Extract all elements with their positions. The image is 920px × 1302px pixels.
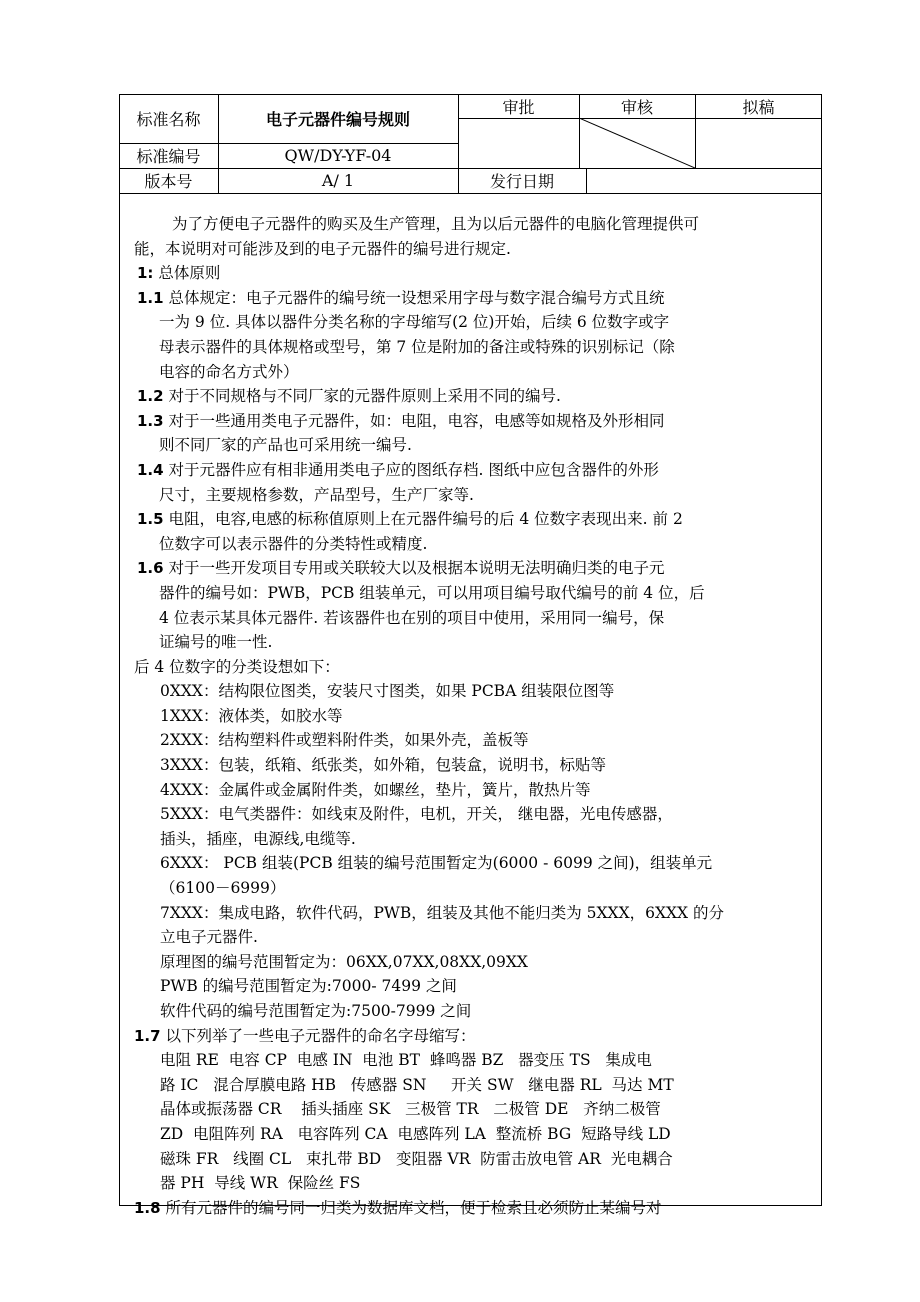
standard-no-value: QW/DY-YF-04 bbox=[284, 146, 392, 165]
draft-label: 拟稿 bbox=[742, 97, 775, 117]
category-1: 1XXX：液体类，如胶水等 bbox=[160, 706, 343, 725]
category-0: 0XXX：结构限位图类，安装尺寸图类，如果 PCBA 组装限位图等 bbox=[160, 682, 615, 701]
section-1-6-line-3: 4 位表示某具体元器件. 若该器件也在别的项目中使用，采用同一编号，保 bbox=[159, 608, 665, 627]
section-1-1-line-4: 电容的命名方式外） bbox=[159, 362, 299, 381]
section-1-2-line-1: 对于不同规格与不同厂家的元器件原则上采用不同的编号. bbox=[168, 387, 561, 406]
review-label: 审核 bbox=[620, 97, 653, 117]
category-6-line-2: （6100－6999） bbox=[160, 879, 286, 898]
section-1-6 bbox=[134, 556, 804, 581]
version-label: 版本号 bbox=[144, 172, 193, 191]
abbr-line-3: 晶体或振荡器 CR 插头插座 SK 三极管 TR 二极管 DE 齐纳二极管 bbox=[160, 1100, 661, 1119]
section-1-4-line-1: 对于元器件应有相非通用类电子应的图纸存档. 图纸中应包含器件的外形 bbox=[168, 460, 659, 479]
intro-line-1: 为了方便电子元器件的购买及生产管理，且为以后元器件的电脑化管理提供可 bbox=[172, 215, 700, 233]
section-1-5-line-1: 电阻，电容,电感的标称值原则上在元器件编号的后 4 位数字表现出来. 前 2 bbox=[168, 510, 683, 529]
section-1-3-line-2: 则不同厂家的产品也可采用统一编号. bbox=[159, 436, 412, 455]
abbr-line-1: 电阻 RE 电容 CP 电感 IN 电池 BT 蜂鸣器 BZ 器变压 TS 集成电 bbox=[160, 1051, 652, 1070]
section-1-1-line-3: 母表示器件的具体规格或型号，第 7 位是附加的备注或特殊的识别标记（除 bbox=[159, 337, 675, 356]
review-diagonal bbox=[579, 118, 695, 168]
section-1-7-number: 1.7 bbox=[134, 1026, 161, 1045]
approve-label: 审批 bbox=[502, 97, 535, 117]
standard-name-value: 电子元器件编号规则 bbox=[265, 110, 410, 129]
abbr-line-6: 器 PH 导线 WR 保险丝 FS bbox=[160, 1174, 361, 1193]
section-1-8 bbox=[134, 1196, 804, 1221]
version-value: A/ 1 bbox=[321, 171, 355, 190]
category-7-line-2: 立电子元器件. bbox=[160, 928, 258, 947]
section-1-6-line-2: 器件的编号如：PWB，PCB 组装单元，可以用项目编号取代编号的前 4 位，后 bbox=[159, 583, 705, 602]
section-1-1-line-2: 一为 9 位. 具体以器件分类名称的字母缩写(2 位)开始，后续 6 位数字或字 bbox=[159, 313, 670, 332]
range-software: 软件代码的编号范围暂定为:7500-7999 之间 bbox=[160, 1002, 472, 1020]
section-1-8-line-1: 所有元器件的编号同一归类为数据库文档，便于检索且必须防止某编号对 bbox=[165, 1198, 662, 1217]
section-1-5-line-2: 位数字可以表示器件的分类特性或精度. bbox=[159, 534, 428, 553]
category-4: 4XXX：金属件或金属附件类，如螺丝，垫片，簧片，散热片等 bbox=[160, 780, 591, 799]
document-body bbox=[134, 212, 804, 1220]
category-7-line-1: 7XXX：集成电路，软件代码，PWB，组装及其他不能归类为 5XXX，6XXX 的分 bbox=[160, 903, 725, 922]
category-6-line-1: 6XXX： PCB 组装(PCB 组装的编号范围暂定为(6000 - 6099 之间)，组装单元 bbox=[160, 854, 713, 873]
category-5-line-2: 插头，插座，电源线,电缆等. bbox=[160, 829, 356, 848]
section-1-2 bbox=[134, 384, 804, 409]
section-1-1-line-1: 总体规定：电子元器件的编号统一设想采用字母与数字混合编号方式且统 bbox=[168, 288, 665, 307]
section-1-2-number: 1.2 bbox=[137, 387, 164, 406]
section-1-heading bbox=[134, 261, 804, 286]
section-1-1 bbox=[134, 286, 804, 311]
section-1-6-line-4: 证编号的唯一性. bbox=[159, 633, 273, 652]
section-1-5-number: 1.5 bbox=[137, 510, 164, 529]
category-3: 3XXX：包装，纸箱、纸张类，如外箱，包装盒，说明书，标贴等 bbox=[160, 756, 606, 775]
section-1-4-number: 1.4 bbox=[137, 460, 164, 479]
section-1-3 bbox=[134, 409, 804, 434]
range-schematic: 原理图的编号范围暂定为：06XX,07XX,08XX,09XX bbox=[160, 952, 528, 971]
category-2: 2XXX：结构塑料件或塑料附件类，如果外壳，盖板等 bbox=[160, 731, 529, 750]
category-title: 后 4 位数字的分类设想如下： bbox=[134, 657, 340, 676]
section-1-title: 总体原则 bbox=[158, 264, 221, 283]
header-line-4 bbox=[119, 193, 822, 194]
section-1-3-number: 1.3 bbox=[137, 411, 164, 430]
section-1-8-number: 1.8 bbox=[134, 1198, 161, 1217]
abbr-line-2: 路 IC 混合厚膜电路 HB 传感器 SN 开关 SW 继电器 RL 马达 MT bbox=[160, 1075, 674, 1094]
abbr-line-5: 磁珠 FR 线圈 CL 束扎带 BD 变阻器 VR 防雷击放电管 AR 光电耦合 bbox=[160, 1149, 673, 1168]
intro-line-2: 能，本说明对可能涉及到的电子元器件的编号进行规定. bbox=[134, 239, 511, 258]
header-col-5 bbox=[586, 168, 587, 193]
abbr-line-4: ZD 电阻阵列 RA 电容阵列 CA 电感阵列 LA 整流桥 BG 短路导线 LD bbox=[160, 1124, 671, 1143]
section-1-7-line-1: 以下列举了一些电子元器件的命名字母缩写： bbox=[165, 1026, 476, 1045]
standard-name-label: 标准名称 bbox=[136, 110, 201, 129]
section-1-4-line-2: 尺寸，主要规格参数，产品型号，生产厂家等. bbox=[159, 485, 474, 504]
section-1-1-number: 1.1 bbox=[137, 288, 164, 307]
range-pwb: PWB 的编号范围暂定为:7000- 7499 之间 bbox=[160, 977, 457, 996]
category-5-line-1: 5XXX：电气类器件：如线束及附件，电机，开关， 继电器，光电传感器， bbox=[160, 805, 673, 824]
standard-no-label: 标准编号 bbox=[136, 147, 201, 166]
issue-date-label: 发行日期 bbox=[489, 172, 554, 191]
section-1-number: 1: bbox=[137, 264, 154, 283]
section-1-5 bbox=[134, 507, 804, 532]
section-1-6-line-1: 对于一些开发项目专用或关联较大以及根据本说明无法明确归类的电子元 bbox=[168, 559, 665, 578]
section-1-7 bbox=[134, 1024, 804, 1049]
section-1-4 bbox=[134, 458, 804, 483]
section-1-6-number: 1.6 bbox=[137, 559, 164, 578]
section-1-3-line-1: 对于一些通用类电子元器件，如：电阻，电容，电感等如规格及外形相同 bbox=[168, 411, 665, 430]
